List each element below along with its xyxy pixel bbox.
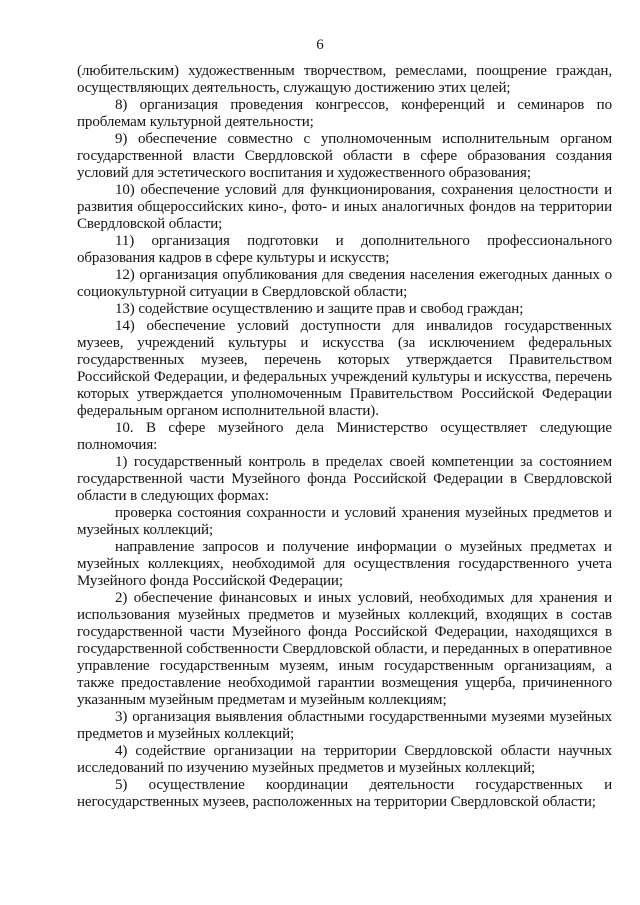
- paragraph-item-13: 13) содействие осуществлению и защите прав и свобод граждан;: [115, 301, 524, 317]
- paragraph-item-12: 12) организация опубликования для сведения населения ежегодных данных о социокультурной ситуации в Свердловской области;: [77, 267, 612, 300]
- paragraph-item-14: 14) обеспечение условий доступности для инвалидов государственных музеев, учреждений культуры и искусства (за исключением федеральных государственных музеев, перечень которых утверждается Правительством Российской Федерации, и федеральных учреждений культуры и искусства, перечень которых утверждается уполномоченным Правительством Российской Федерации федеральным органом исполнительной власти).: [77, 318, 612, 419]
- page-number: 6: [316, 37, 324, 53]
- paragraph-museum-item-2: 2) обеспечение финансовых и иных условий, необходимых для хранения и использования музейных предметов и музейных коллекций, входящих в состав государственной части Музейного фонда Российской Федерации, находящихся в государственной собственности Свердловской области, и переданных в оперативное управление государственным музеям, иным государственным организациям, а также предоставление необходимой гарантии возмещения ущерба, причиненного указанным музейным предметам и музейным коллекциям;: [77, 590, 612, 708]
- paragraph-item-8: 8) организация проведения конгрессов, конференций и семинаров по проблемам культурной деятельности;: [77, 97, 612, 130]
- paragraph-control-form-1: проверка состояния сохранности и условий хранения музейных предметов и музейных коллекций;: [77, 505, 612, 538]
- paragraph-continuation: (любительским) художественным творчеством, ремеслами, поощрение граждан, осуществляющих деятельность, служащую достижению этих целей;: [77, 63, 612, 96]
- paragraph-control-form-2: направление запросов и получение информации о музейных предметах и музейных коллекциях, необходимой для осуществления государственного учета Музейного фонда Российской Федерации;: [77, 539, 612, 589]
- paragraph-museum-item-1: 1) государственный контроль в пределах своей компетенции за состоянием государственной части Музейного фонда Российской Федерации в Свердловской области в следующих формах:: [77, 454, 612, 504]
- paragraph-museum-item-3: 3) организация выявления областными государственными музеями музейных предметов и музейных коллекций;: [77, 709, 612, 742]
- document-body: [77, 63, 612, 811]
- paragraph-item-10: 10) обеспечение условий для функционирования, сохранения целостности и развития общероссийских кино-, фото- и иных аналогичных фондов на территории Свердловской области;: [77, 182, 612, 232]
- paragraph-item-9: 9) обеспечение совместно с уполномоченным исполнительным органом государственной власти Свердловской области в сфере образования создания условий для эстетического воспитания и художественного образования;: [77, 131, 612, 181]
- paragraph-museum-item-5: 5) осуществление координации деятельности государственных и негосударственных музеев, расположенных на территории Свердловской области;: [77, 777, 612, 810]
- paragraph-item-11: 11) организация подготовки и дополнительного профессионального образования кадров в сфере культуры и искусств;: [77, 233, 612, 266]
- section-10-heading: 10. В сфере музейного дела Министерство осуществляет следующие полномочия:: [77, 420, 612, 453]
- paragraph-museum-item-4: 4) содействие организации на территории Свердловской области научных исследований по изучению музейных предметов и музейных коллекций;: [77, 743, 612, 776]
